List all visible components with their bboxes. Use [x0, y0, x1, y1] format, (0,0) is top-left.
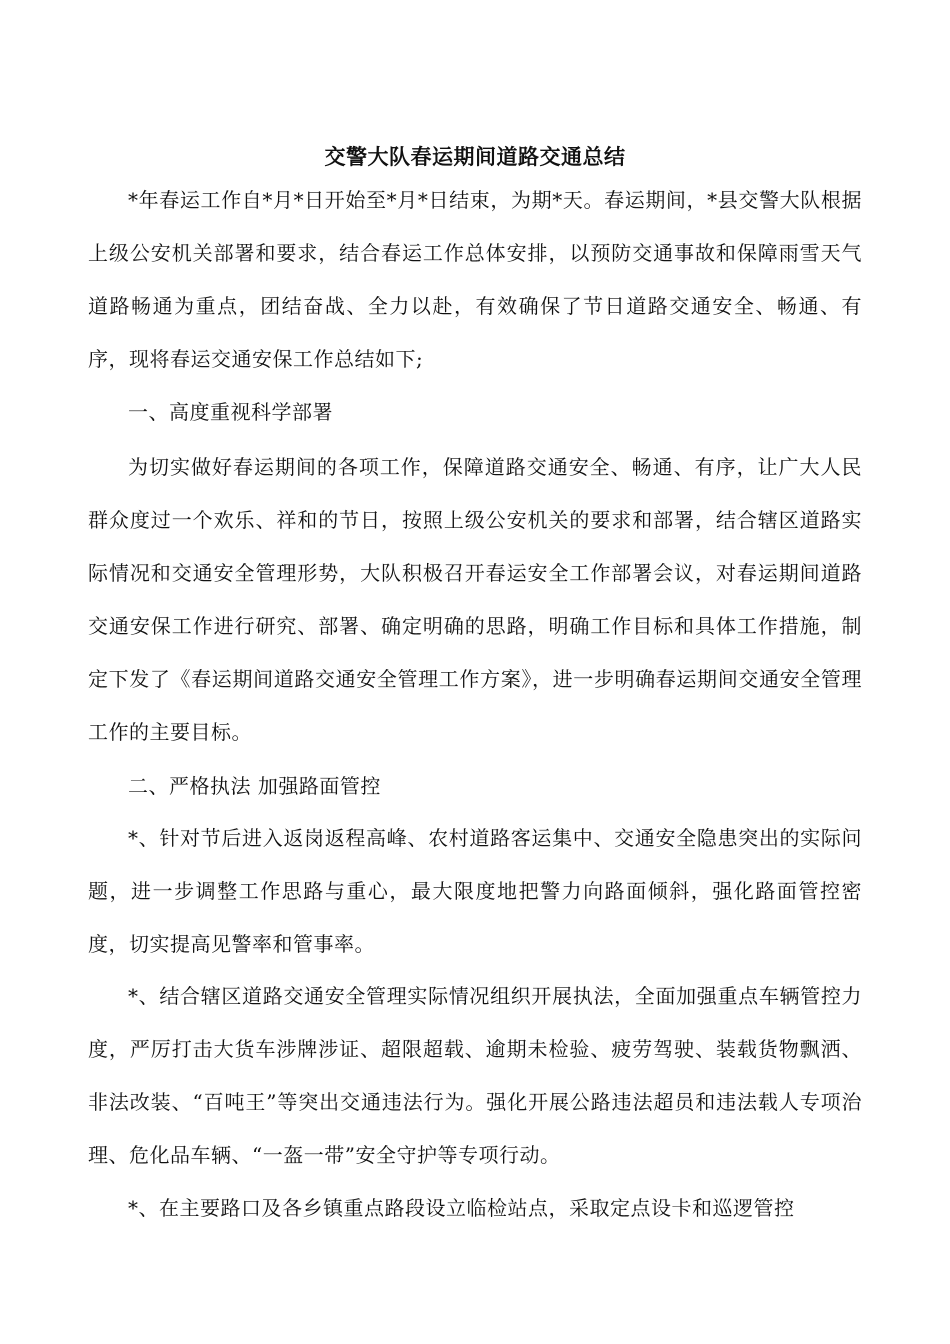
section-2-item-1: *、针对节后进入返岗返程高峰、农村道路客运集中、交通安全隐患突出的实际问题，进一步调整工作思路与重心，最大限度地把警力向路面倾斜，强化路面管控密度，切实提高见警率和管事率。 [88, 826, 862, 956]
document-title: 交警大队春运期间道路交通总结 [324, 144, 626, 169]
section-heading-2: 二、严格执法 加强路面管控 [128, 774, 381, 798]
section-heading-1: 一、高度重视科学部署 [128, 400, 333, 424]
section-2-item-2: *、结合辖区道路交通安全管理实际情况组织开展执法，全面加强重点车辆管控力度，严厉打击大货车涉牌涉证、超限超载、逾期未检验、疲劳驾驶、装载货物飘洒、非法改装、“百吨王”等突出交通违法行为。强化开展公路违法超员和违法载人专项治理、危化品车辆、“一盔一带”安全守护等专项行动。 [88, 984, 862, 1167]
section-1-paragraph: 为切实做好春运期间的各项工作，保障道路交通安全、畅通、有序，让广大人民群众度过一个欢乐、祥和的节日，按照上级公安机关的要求和部署，结合辖区道路实际情况和交通安全管理形势，大队积极召开春运安全工作部署会议，对春运期间道路交通安保工作进行研究、部署、确定明确的思路，明确工作目标和具体工作措施，制定下发了《春运期间道路交通安全管理工作方案》，进一步明确春运期间交通安全管理工作的主要目标。 [88, 455, 862, 744]
section-2-item-3: *、在主要路口及各乡镇重点路段设立临检站点，采取定点设卡和巡逻管控 [128, 1196, 795, 1220]
intro-paragraph: *年春运工作自*月*日开始至*月*日结束，为期*天。春运期间，*县交警大队根据上级公安机关部署和要求，结合春运工作总体安排，以预防交通事故和保障雨雪天气道路畅通为重点，团结奋战、全力以赴，有效确保了节日道路交通安全、畅通、有序，现将春运交通安保工作总结如下; [88, 188, 862, 371]
